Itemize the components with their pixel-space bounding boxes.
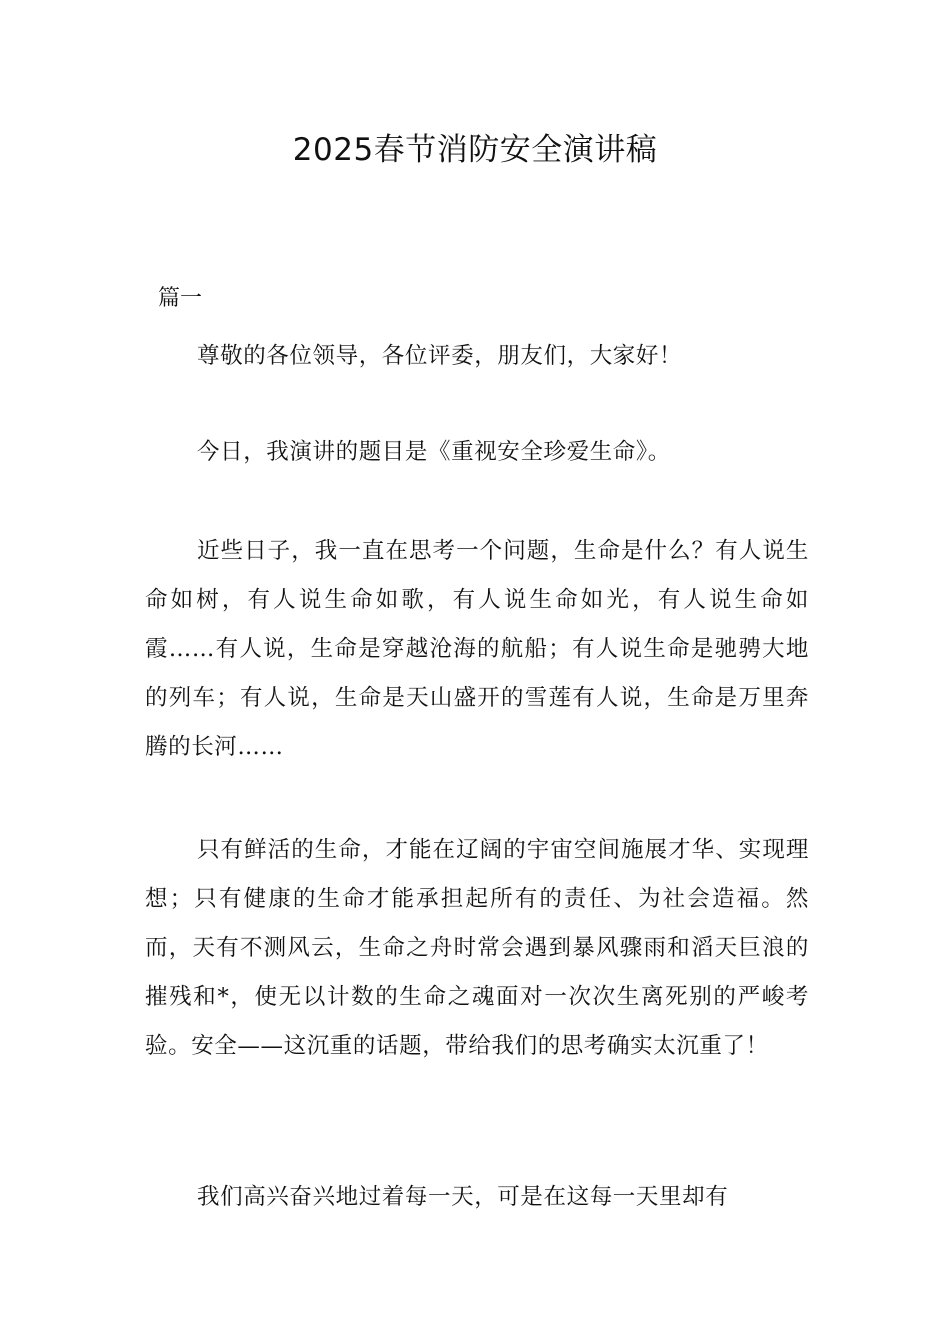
- document-title: 2025春节消防安全演讲稿: [292, 132, 658, 168]
- paragraph-every-day: 我们高兴奋兴地过着每一天，可是在这每一天里却有: [197, 1184, 729, 1210]
- paragraph-safety: 只有鲜活的生命，才能在辽阔的宇宙空间施展才华、实现理想；只有健康的生命才能承担起所有的责任、为社会造福。然而，天有不测风云，生命之舟时常会遇到暴风骤雨和滔天巨浪的摧残和*，使无以计数的生命之魂面对一次次生离死别的严峻考验。安全——这沉重的话题，带给我们的思考确实太沉重了！: [145, 837, 809, 1059]
- paragraph-what-is-life: 近些日子，我一直在思考一个问题，生命是什么？有人说生命如树，有人说生命如歌，有人说生命如光，有人说生命如霞……有人说，生命是穿越沧海的航船；有人说生命是驰骋大地的列车；有人说，生命是天山盛开的雪莲有人说，生命是万里奔腾的长河……: [145, 538, 809, 760]
- paragraph-greeting: 尊敬的各位领导，各位评委，朋友们，大家好！: [197, 343, 683, 369]
- paragraph-topic: 今日，我演讲的题目是《重视安全珍爱生命》。: [197, 439, 671, 465]
- section-label: 篇一: [158, 286, 203, 311]
